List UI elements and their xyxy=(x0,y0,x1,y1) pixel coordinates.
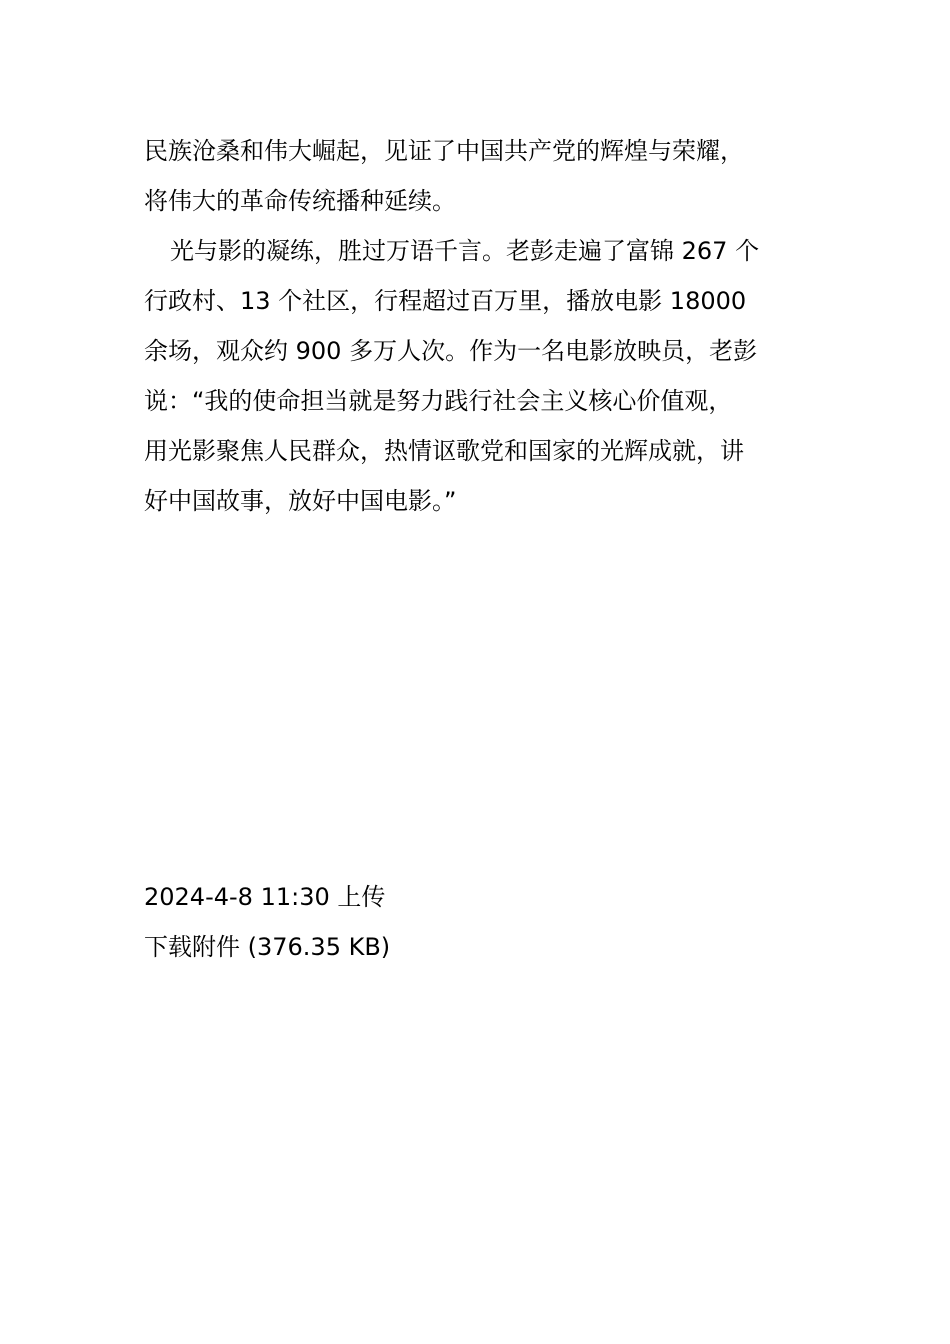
paragraph-line: 行政村、13 个社区，行程超过百万里，播放电影 18000 xyxy=(144,287,747,315)
paragraph-line: 用光影聚焦人民群众，热情讴歌党和国家的光辉成就，讲 xyxy=(144,437,744,465)
paragraph-line: 民族沧桑和伟大崛起，见证了中国共产党的辉煌与荣耀， xyxy=(144,137,744,165)
download-attachment-link[interactable]: 下载附件 (376.35 KB) xyxy=(144,933,391,961)
attachment-info xyxy=(144,872,808,972)
upload-timestamp: 2024-4-8 11:30 上传 xyxy=(144,883,386,911)
paragraph-line: 说：“我的使命担当就是努力践行社会主义核心价值观， xyxy=(144,387,733,415)
paragraph-line: 好中国故事，放好中国电影。” xyxy=(144,487,457,515)
paragraph-line: 光与影的凝练，胜过万语千言。老彭走遍了富锦 267 个 xyxy=(170,237,760,265)
paragraph-line: 余场，观众约 900 多万人次。作为一名电影放映员，老彭 xyxy=(144,337,758,365)
article-body xyxy=(144,126,808,526)
paragraph-line: 将伟大的革命传统播种延续。 xyxy=(144,187,456,215)
